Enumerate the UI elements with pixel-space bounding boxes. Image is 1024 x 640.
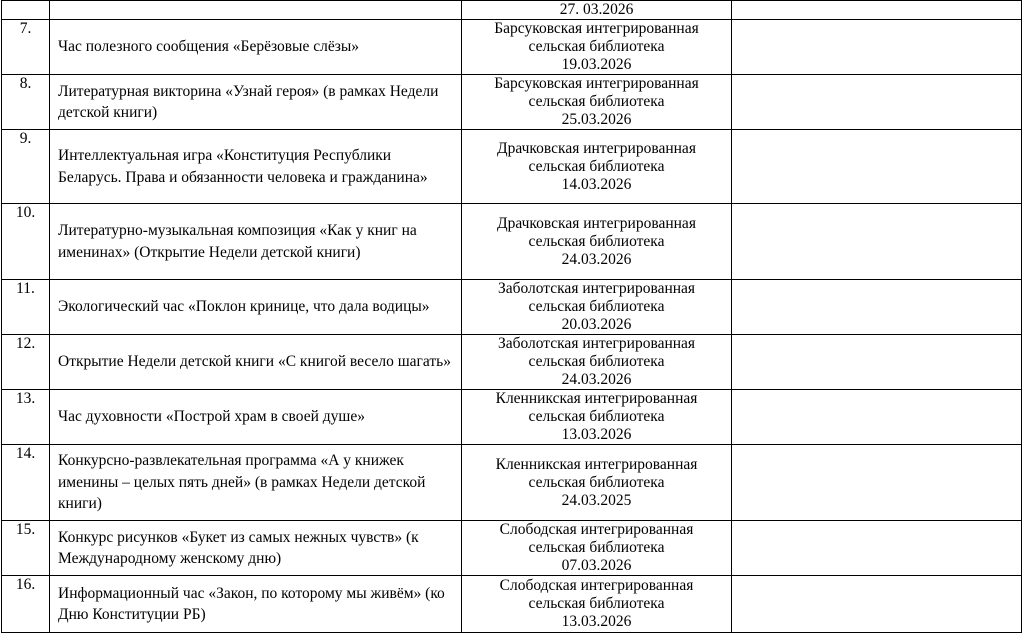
event-cell: Литературно-музыкальная композиция «Как у книг на именинах» (Открытие Недели детской книги) [50, 204, 462, 280]
table-row [2, 521, 1022, 576]
row-number-cell: 15. [2, 521, 50, 576]
place-cell [462, 75, 732, 130]
place-cell [462, 576, 732, 633]
table-row [2, 1, 1022, 20]
place-date: 14.03.2026 [561, 175, 632, 193]
table-row [2, 390, 1022, 445]
notes-cell [732, 445, 1022, 521]
place-date: 13.03.2026 [561, 613, 632, 630]
row-number-cell [2, 1, 50, 20]
place-library-type: сельская библиотека [528, 157, 665, 175]
table-row [2, 130, 1022, 204]
row-number-cell: 16. [2, 576, 50, 633]
place-library-type: сельская библиотека [528, 473, 665, 491]
place-library-name: Драчковская интегрированная [497, 214, 696, 232]
event-cell [50, 1, 462, 20]
row-number-cell: 12. [2, 335, 50, 390]
event-cell: Открытие Недели детской книги «С книгой весело шагать» [50, 335, 462, 390]
event-cell: Конкурс рисунков «Букет из самых нежных чувств» (к Международному женскому дню) [50, 521, 462, 576]
notes-cell [732, 1, 1022, 20]
row-number-cell: 8. [2, 75, 50, 130]
place-library-name: Барсуковская интегрированная [494, 75, 699, 92]
row-number-cell: 14. [2, 445, 50, 521]
place-library-name: Слободская интегрированная [499, 521, 694, 538]
place-library-name: Заболотская интегрированная [497, 280, 696, 297]
table-row [2, 335, 1022, 390]
place-library-type: сельская библиотека [528, 353, 665, 370]
place-library-type: сельская библиотека [528, 298, 665, 315]
place-date: 27. 03.2026 [559, 1, 634, 18]
table-row [2, 576, 1022, 633]
notes-cell [732, 75, 1022, 130]
place-date: 24.03.2026 [561, 250, 632, 268]
place-library-type: сельская библиотека [528, 408, 665, 425]
notes-cell [732, 390, 1022, 445]
row-number-cell: 13. [2, 390, 50, 445]
event-cell: Информационный час «Закон, по которому мы живём» (ко Дню Конституции РБ) [50, 576, 462, 633]
place-cell [462, 20, 732, 75]
place-library-type: сельская библиотека [528, 539, 665, 556]
event-cell: Час полезного сообщения «Берёзовые слёзы» [50, 20, 462, 75]
table-row [2, 204, 1022, 280]
place-library-type: сельская библиотека [528, 38, 665, 55]
place-date: 13.03.2026 [561, 426, 632, 443]
table-row [2, 280, 1022, 335]
place-library-name: Слободская интегрированная [499, 577, 694, 594]
place-date: 20.03.2026 [561, 316, 632, 333]
event-cell: Экологический час «Поклон кринице, что дала водицы» [50, 280, 462, 335]
place-cell [462, 204, 732, 280]
place-date: 24.03.2026 [561, 371, 632, 388]
event-cell: Интеллектуальная игра «Конституция Республики Беларусь. Права и обязанности человека и гражданина» [50, 130, 462, 204]
place-library-type: сельская библиотека [528, 595, 665, 612]
place-date: 07.03.2026 [561, 557, 632, 574]
place-library-name: Заболотская интегрированная [497, 335, 696, 352]
place-library-name: Кленникская интегрированная [495, 455, 698, 473]
place-library-type: сельская библиотека [528, 232, 665, 250]
place-cell [462, 390, 732, 445]
notes-cell [732, 280, 1022, 335]
event-cell: Час духовности «Построй храм в своей душе» [50, 390, 462, 445]
place-library-name: Кленникская интегрированная [495, 390, 698, 407]
notes-cell [732, 20, 1022, 75]
notes-cell [732, 576, 1022, 633]
events-table [1, 0, 1022, 633]
event-cell: Конкурсно-развлекательная программа «А у книжек именины – целых пять дней» (в рамках Недели детской книги) [50, 445, 462, 521]
event-cell: Литературная викторина «Узнай героя» (в рамках Недели детской книги) [50, 75, 462, 130]
row-number-cell: 11. [2, 280, 50, 335]
row-number-cell: 10. [2, 204, 50, 280]
notes-cell [732, 335, 1022, 390]
place-library-name: Барсуковская интегрированная [494, 20, 699, 37]
place-date: 19.03.2026 [561, 56, 632, 73]
row-number-cell: 7. [2, 20, 50, 75]
place-cell [462, 521, 732, 576]
place-cell [462, 1, 732, 20]
place-library-type: сельская библиотека [528, 93, 665, 110]
place-cell [462, 130, 732, 204]
place-library-name: Драчковская интегрированная [497, 139, 696, 157]
place-date: 25.03.2026 [561, 111, 632, 128]
notes-cell [732, 130, 1022, 204]
notes-cell [732, 204, 1022, 280]
table-row [2, 20, 1022, 75]
row-number-cell: 9. [2, 130, 50, 204]
place-cell [462, 335, 732, 390]
place-cell [462, 445, 732, 521]
place-cell [462, 280, 732, 335]
table-row [2, 75, 1022, 130]
table-row [2, 445, 1022, 521]
place-date: 24.03.2025 [561, 491, 632, 509]
notes-cell [732, 521, 1022, 576]
